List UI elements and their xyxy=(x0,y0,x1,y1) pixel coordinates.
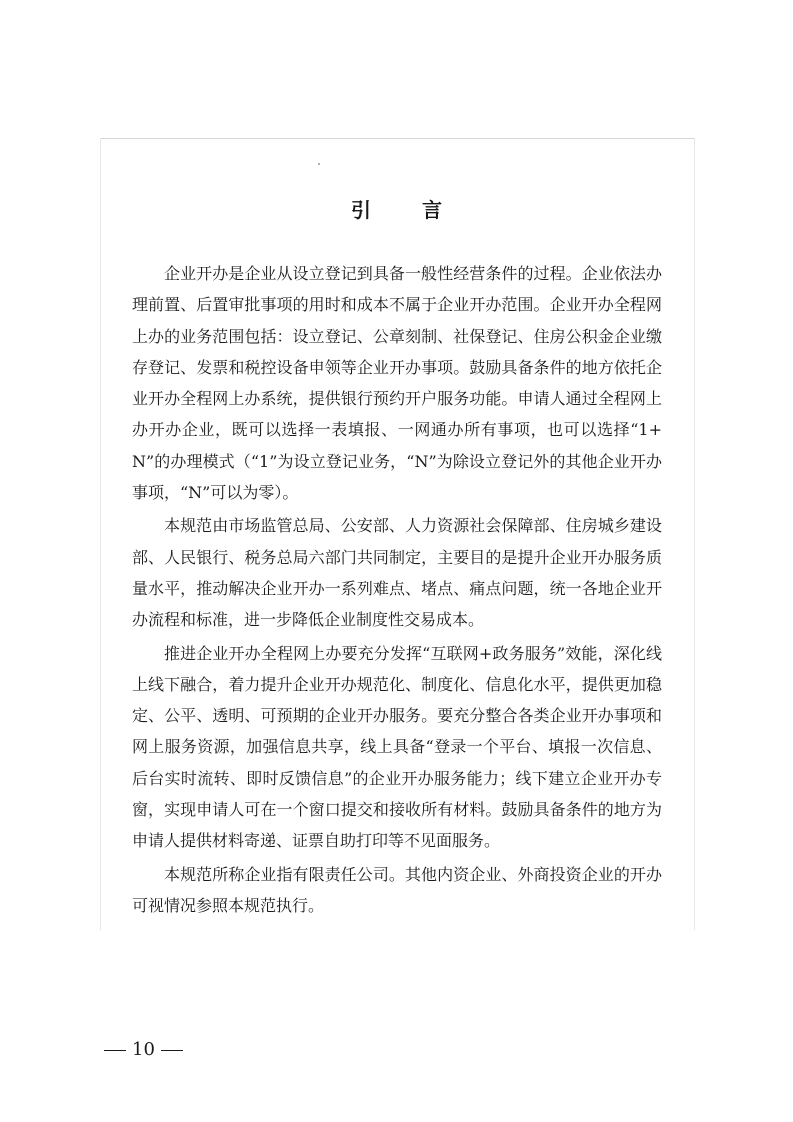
page-frame-right-border xyxy=(694,138,695,930)
page-number-dash-left xyxy=(104,1050,126,1051)
paragraph-goals: 推进企业开办全程网上办要充分发挥“互联网+政务服务”效能，深化线上线下融合，着力提升企业开办规范化、制度化、信息化水平，提供更加稳定、公平、透明、可预期的企业开办服务。要充分整合各类企业开办事项和网上服务资源，加强信息共享，线上具备“登录一个平台、填报一次信息、后台实时流转、即时反馈信息”的企业开办服务能力；线下建立企业开办专窗，实现申请人可在一个窗口提交和接收所有材料。鼓励具备条件的地方为申请人提供材料寄递、证票自助打印等不见面服务。 xyxy=(132,643,662,851)
paragraph-authors: 本规范由市场监管总局、公安部、人力资源社会保障部、住房城乡建设部、人民银行、税务总局六部门共同制定，主要目的是提升企业开办服务质量水平，推动解决企业开办一系列难点、堵点、痛点问题，统一各地企业开办流程和标准，进一步降低企业制度性交易成本。 xyxy=(132,516,662,630)
page-number-footer xyxy=(98,1038,189,1062)
scan-speck xyxy=(318,163,320,165)
page-number: 10 xyxy=(132,1039,155,1060)
page-number-dash-right xyxy=(161,1050,183,1051)
paragraph-applicability: 本规范所称企业指有限责任公司。其他内资企业、外商投资企业的开办可视情况参照本规范执行。 xyxy=(132,864,662,915)
page-title: 引 言 xyxy=(351,198,464,222)
paragraph-scope: 企业开办是企业从设立登记到具备一般性经营条件的过程。企业依法办理前置、后置审批事项的用时和成本不属于企业开办范围。企业开办全程网上办的业务范围包括：设立登记、公章刻制、社保登记、住房公积金企业缴存登记、发票和税控设备申领等企业开办事项。鼓励具备条件的地方依托企业开办全程网上办系统，提供银行预约开户服务功能。申请人通过全程网上办开办企业，既可以选择一表填报、一网通办所有事项，也可以选择“1+N”的办理模式（“1”为设立登记业务，“N”为除设立登记外的其他企业开办事项，“N”可以为零）。 xyxy=(132,264,662,503)
page-frame-top-border xyxy=(100,138,694,139)
document-body xyxy=(132,258,662,921)
page-frame-left-border xyxy=(100,138,101,930)
